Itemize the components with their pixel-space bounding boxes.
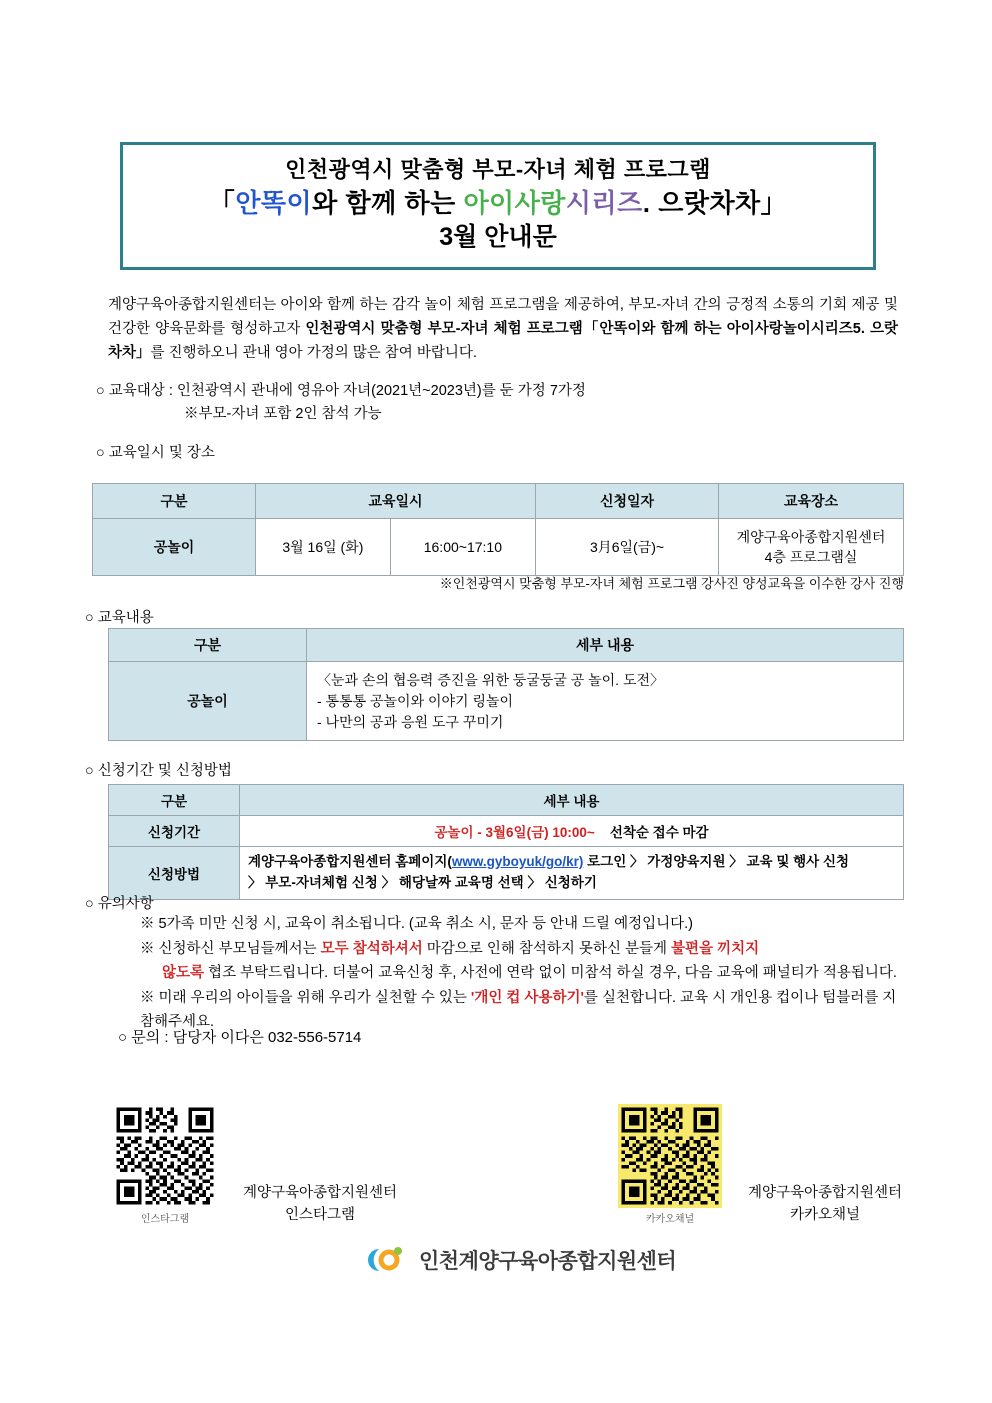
center-logo-icon: [363, 1243, 409, 1277]
footer-logo-text: 인천계양구육아종합지원센터: [419, 1250, 677, 1273]
qr-instagram-label-line-1: 계양구육아종합지원센터: [242, 1185, 398, 1201]
qr-instagram-svg: [113, 1104, 217, 1208]
content-cell-category: 공놀이: [109, 662, 307, 741]
note-3-red: '개인 컵 사용하기': [470, 990, 584, 1007]
apply-cell-period-detail: [240, 816, 904, 847]
intro-text-2: 를 진행하오니 관내 영아 가정의 많은 참여 바랍니다.: [150, 344, 477, 361]
apply-method-text-b: 로그인 〉 가정양육지원 〉 교육 및 행사 신청: [583, 854, 850, 870]
schedule-header-datetime: 교육일시: [256, 484, 536, 519]
qr-instagram-label: [225, 1182, 415, 1227]
title-plain-2: . 으랏차차」: [642, 187, 788, 218]
schedule-cell-time: 16:00~17:10: [390, 519, 535, 576]
content-table: [108, 628, 904, 741]
content-header-category: 구분: [109, 629, 307, 662]
table-row: [109, 662, 904, 741]
title-line-1: 인천광역시 맞춤형 부모-자녀 체험 프로그램: [285, 157, 711, 182]
note-item-2: [140, 938, 900, 985]
apply-method-line-1: [248, 852, 895, 873]
apply-header-category: 구분: [109, 785, 240, 816]
note-2-text-a: ※ 신청하신 부모님들께서는: [140, 941, 321, 958]
apply-cell-method-label: 신청방법: [109, 847, 240, 900]
footer-logo: [363, 1243, 676, 1277]
schedule-header-place: 교육장소: [719, 484, 904, 519]
homepage-link[interactable]: www.gyboyuk/go/kr): [451, 854, 584, 870]
apply-period-black: 선착순 접수 마감: [609, 825, 709, 840]
schedule-cell-place: [719, 519, 904, 576]
intro-text-1: 계양구육아종합지원센터는 아이와 함께 하는 감각 놀이 체험 프로그램을 제공하여, 부모-자녀 간의 긍정적 소통의 기회 제공 및 건강한 양육문화를 형성하고자: [108, 297, 898, 337]
apply-cell-period-label: 신청기간: [109, 816, 240, 847]
title-box: [120, 142, 876, 270]
apply-method-text-a: 계양구육아종합지원센터 홈페이지(: [248, 854, 452, 870]
content-cell-detail: [307, 662, 904, 741]
apply-method-line-2: [248, 873, 895, 894]
content-detail-line-1: 〈눈과 손의 협응력 증진을 위한 둥굴둥굴 공 놀이. 도전〉: [317, 671, 665, 688]
qr-kakao-label-line-1: 계양구육아종합지원센터: [747, 1185, 903, 1201]
qr-block-kakao: [618, 1104, 722, 1225]
section-apply-heading: ○ 신청기간 및 신청방법: [85, 763, 232, 779]
apply-method-text-c: 〉 부모-자녀체험 신청 〉 해당날짜 교육명 선택 〉 신청하기: [248, 875, 597, 890]
qr-kakao-svg: [618, 1104, 722, 1208]
section-target-subnote: ※부모-자녀 포함 2인 참석 가능: [184, 406, 382, 423]
note-2-red-1: 모두 참석하셔서: [320, 941, 423, 958]
title-highlight-series: 시리즈: [565, 187, 643, 218]
notes-list: [140, 913, 900, 1036]
content-detail-line-2: - 통통통 공놀이와 이야기 링놀이: [317, 692, 514, 709]
qr-kakao-label: [730, 1182, 920, 1227]
schedule-table: [92, 483, 904, 576]
content-header-detail: 세부 내용: [307, 629, 904, 662]
table-row: [109, 816, 904, 847]
apply-cell-method-detail: [240, 847, 904, 900]
schedule-header-category: 구분: [93, 484, 256, 519]
schedule-cell-category: 공놀이: [93, 519, 256, 576]
schedule-footnote: ※인천광역시 맞춤형 부모-자녀 체험 프로그램 강사진 양성교육을 이수한 강사 진행: [439, 576, 904, 591]
title-plain-1: 와 함께 하는: [312, 187, 464, 218]
section-target-heading: ○ 교육대상 : 인천광역시 관내에 영유아 자녀(2021년~2023년)를 둔 가정 7가정: [96, 383, 586, 399]
note-item-1: ※ 5가족 미만 신청 시, 교육이 취소됩니다. (교육 취소 시, 문자 등 안내 드릴 예정입니다.): [140, 916, 693, 932]
qr-code-instagram-icon: [113, 1104, 217, 1208]
qr-instagram-label-line-2: 인스타그램: [284, 1207, 356, 1224]
section-content-heading: ○ 교육내용: [85, 610, 154, 626]
table-row: [93, 519, 904, 576]
schedule-header-applydate: 신청일자: [536, 484, 719, 519]
section-notes-heading: ○ 유의사항: [85, 896, 154, 912]
qr-code-kakao-icon: [618, 1104, 722, 1208]
table-header-row: [109, 629, 904, 662]
qr-kakao-caption: 카카오채널: [645, 1214, 695, 1225]
section-target: [96, 380, 896, 426]
note-2-red-3: 않도록: [162, 964, 205, 981]
intro-text-bold: 인천광역시 맞춤형 부모-자녀 체험 프로그램「안똑이와 함께 하는 아이사랑놀이시리즈5. 으랏차차」: [108, 320, 898, 361]
title-highlight-ailove: 아이사랑: [463, 187, 566, 218]
note-2-red-2: 불편을 끼치지: [671, 941, 760, 958]
apply-header-detail: 세부 내용: [240, 785, 904, 816]
qr-kakao-label-line-2: 카카오채널: [789, 1207, 861, 1224]
table-header-row: [93, 484, 904, 519]
title-highlight-andoki: 안똑이: [235, 187, 313, 218]
qr-instagram-caption: 인스타그램: [140, 1214, 190, 1225]
section-schedule-heading: ○ 교육일시 및 장소: [96, 445, 215, 461]
table-row: [109, 847, 904, 900]
schedule-place-line-1: 계양구육아종합지원센터: [736, 529, 886, 545]
note-2-text-c: 협조 부탁드립니다. 더불어 교육신청 후, 사전에 연락 없이 미참석 하실 경우, 다음 교육에 패널티가 적용됩니다.: [204, 964, 897, 981]
apply-table: [108, 784, 904, 900]
intro-paragraph: [108, 294, 898, 366]
qr-block-instagram: [113, 1104, 217, 1225]
schedule-place-line-2: 4층 프로그램실: [764, 549, 858, 565]
note-3-text-a: ※ 미래 우리의 아이들을 위해 우리가 실천할 수 있는: [140, 990, 471, 1007]
content-detail-line-3: - 나만의 공과 응원 도구 꾸미기: [317, 713, 504, 730]
note-2-text-b: 마감으로 인해 참석하지 못하신 분들게: [422, 941, 672, 958]
title-line-2: [123, 185, 873, 221]
schedule-cell-date: 3월 16일 (화): [256, 519, 391, 576]
title-bracket-open: 「: [208, 187, 236, 218]
title-line-3: 3월 안내문: [439, 223, 557, 252]
schedule-cell-applydate: 3月6일(금)~: [536, 519, 719, 576]
note-3-text-b: 를 실천합니다. 교육 시 개인용 컵이나 텀블러를 지참해주세요.: [140, 990, 897, 1030]
apply-period-red: 공놀이 - 3월6일(금) 10:00~: [434, 825, 595, 840]
table-header-row: [109, 785, 904, 816]
inquiry-line: ○ 문의 : 담당자 이다은 032-556-5714: [118, 1029, 362, 1046]
